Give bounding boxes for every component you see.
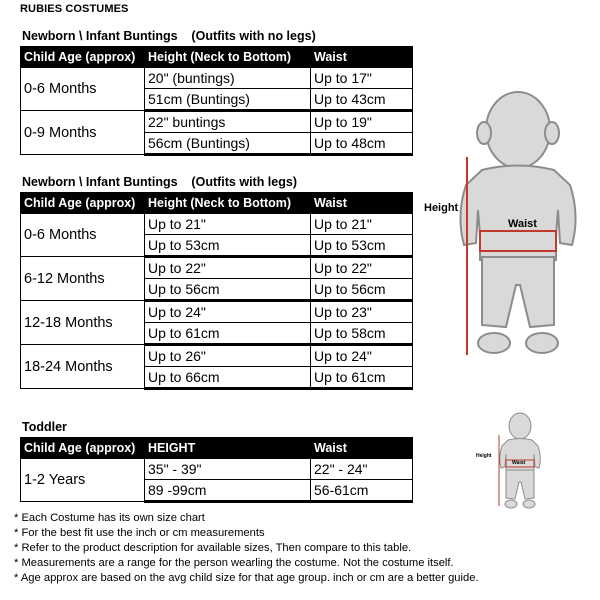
note-item: * Measurements are a range for the person wearling the costume. Not the costume itself. <box>14 557 454 569</box>
waist-cell: Up to 22" <box>311 257 413 279</box>
height-cell: Up to 26" <box>145 345 311 367</box>
age-cell: 6-12 Months <box>21 257 145 301</box>
note-item: * Age approx are based on the avg child size for that age group. inch or cm are a better guide. <box>14 572 479 584</box>
column-header-height: HEIGHT <box>145 438 311 459</box>
height-cell: Up to 53cm <box>145 235 311 257</box>
age-cell: 0-6 Months <box>21 214 145 257</box>
column-header-age: Child Age (approx) <box>21 193 145 214</box>
section-title-toddler: Toddler <box>22 420 67 434</box>
size-table-toddler <box>20 437 413 503</box>
waist-cell: 56-61cm <box>311 480 413 502</box>
waist-cell: Up to 24" <box>311 345 413 367</box>
age-cell: 1-2 Years <box>21 459 145 502</box>
height-cell: 35" - 39" <box>145 459 311 480</box>
height-cell: Up to 56cm <box>145 279 311 301</box>
height-cell: 89 -99cm <box>145 480 311 502</box>
waist-cell: Up to 43cm <box>311 89 413 111</box>
note-item: * Refer to the product description for available sizes, Then compare to this table. <box>14 542 412 554</box>
age-cell: 0-6 Months <box>21 68 145 111</box>
age-cell: 0-9 Months <box>21 111 145 155</box>
column-header-waist: Waist <box>311 47 413 68</box>
brand-title: RUBIES COSTUMES <box>20 3 129 15</box>
waist-label-large: Waist <box>508 218 537 230</box>
height-cell: 51cm (Buntings) <box>145 89 311 111</box>
height-cell: 22" buntings <box>145 111 311 133</box>
column-header-age: Child Age (approx) <box>21 47 145 68</box>
column-header-waist: Waist <box>311 438 413 459</box>
age-cell: 12-18 Months <box>21 301 145 345</box>
column-header-waist: Waist <box>311 193 413 214</box>
waist-cell: 22" - 24" <box>311 459 413 480</box>
waist-cell: Up to 58cm <box>311 323 413 345</box>
height-label-large: Height <box>424 202 459 214</box>
note-item: * For the best fit use the inch or cm measurements <box>14 527 265 539</box>
waist-measure-band <box>480 231 556 251</box>
size-table-no-legs <box>20 46 413 156</box>
height-cell: Up to 21" <box>145 214 311 235</box>
height-cell: Up to 61cm <box>145 323 311 345</box>
child-figure-large <box>420 85 590 365</box>
column-header-height: Height (Neck to Bottom) <box>145 47 311 68</box>
height-cell: Up to 66cm <box>145 367 311 389</box>
note-item: * Each Costume has its own size chart <box>14 512 205 524</box>
waist-cell: Up to 17" <box>311 68 413 89</box>
section-title-no-legs: Newborn \ Infant Buntings (Outfits with no legs) <box>22 29 316 43</box>
waist-cell: Up to 53cm <box>311 235 413 257</box>
age-cell: 18-24 Months <box>21 345 145 389</box>
column-header-age: Child Age (approx) <box>21 438 145 459</box>
waist-cell: Up to 61cm <box>311 367 413 389</box>
section-title-with-legs: Newborn \ Infant Buntings (Outfits with legs) <box>22 175 297 189</box>
height-cell: 56cm (Buntings) <box>145 133 311 155</box>
notes-list <box>14 511 479 586</box>
height-label-small: Height <box>476 453 492 459</box>
size-table-with-legs <box>20 192 413 390</box>
height-cell: Up to 22" <box>145 257 311 279</box>
waist-cell: Up to 23" <box>311 301 413 323</box>
waist-cell: Up to 21" <box>311 214 413 235</box>
waist-cell: Up to 19" <box>311 111 413 133</box>
waist-cell: Up to 48cm <box>311 133 413 155</box>
height-cell: Up to 24" <box>145 301 311 323</box>
waist-cell: Up to 56cm <box>311 279 413 301</box>
column-header-height: Height (Neck to Bottom) <box>145 193 311 214</box>
waist-label-small: Waist <box>512 460 526 466</box>
height-cell: 20" (buntings) <box>145 68 311 89</box>
